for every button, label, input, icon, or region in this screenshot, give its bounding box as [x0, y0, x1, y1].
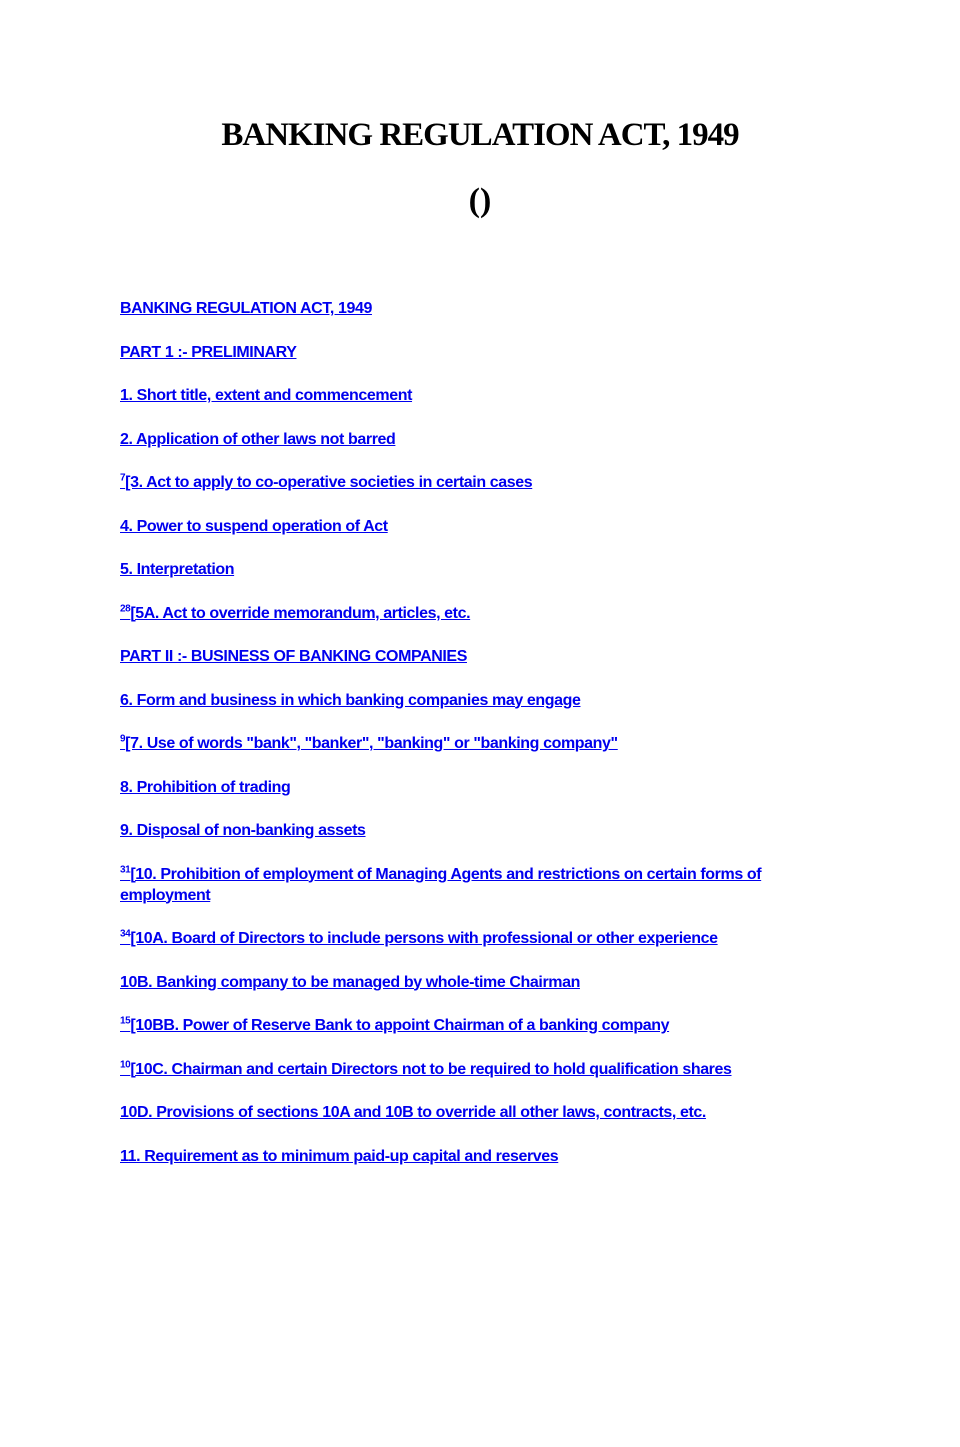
- toc-item: [120, 733, 850, 754]
- toc-link[interactable]: [120, 974, 580, 991]
- table-of-contents: [120, 298, 850, 1167]
- footnote-superscript: 9: [120, 733, 126, 745]
- toc-link-label: BANKING REGULATION ACT, 1949: [120, 300, 372, 317]
- toc-link[interactable]: [120, 779, 290, 796]
- toc-link[interactable]: [120, 344, 297, 361]
- toc-link-label: 5. Interpretation: [120, 561, 235, 578]
- toc-link[interactable]: [120, 1061, 732, 1078]
- toc-link[interactable]: [120, 605, 470, 622]
- toc-item: [120, 342, 850, 363]
- toc-item: [120, 385, 850, 406]
- toc-link[interactable]: [120, 387, 412, 404]
- toc-item: [120, 777, 850, 798]
- toc-link-label: 2. Application of other laws not barred: [120, 430, 396, 448]
- footnote-superscript: 7: [120, 472, 126, 484]
- toc-link-label: 9. Disposal of non-banking assets: [120, 822, 366, 839]
- footnote-superscript: 15: [120, 1015, 131, 1027]
- toc-link-label: [10. Prohibition of employment of Managing Agents and restrictions on certain forms of employment: [120, 865, 762, 904]
- toc-link-label: [10C. Chairman and certain Directors not to be required to hold qualification shares: [130, 1060, 732, 1078]
- toc-link-label: PART 1 :- PRELIMINARY: [120, 343, 297, 361]
- footnote-superscript: 34: [120, 928, 131, 940]
- toc-item: [120, 516, 850, 537]
- toc-item: [120, 646, 850, 667]
- toc-link-label: [10BB. Power of Reserve Bank to appoint Chairman of a banking company: [130, 1017, 670, 1034]
- toc-link[interactable]: [120, 561, 234, 578]
- toc-link[interactable]: [120, 474, 532, 491]
- footnote-superscript: 28: [120, 603, 131, 615]
- toc-link-label: [3. Act to apply to co-operative societies in certain cases: [125, 474, 533, 491]
- toc-link[interactable]: [120, 1104, 706, 1121]
- toc-item: [120, 820, 850, 841]
- toc-item: [120, 298, 850, 319]
- toc-link-label: [5A. Act to override memorandum, articles, etc.: [130, 604, 471, 622]
- toc-link-label: 6. Form and business in which banking companies may engage: [120, 691, 581, 709]
- toc-item: [120, 864, 850, 906]
- toc-link[interactable]: [120, 735, 618, 752]
- empty-parentheses-glyph: (): [468, 182, 492, 219]
- toc-link[interactable]: [120, 300, 372, 317]
- toc-link[interactable]: [120, 930, 718, 947]
- toc-link-label: PART II :- BUSINESS OF BANKING COMPANIES: [120, 648, 467, 665]
- toc-link-label: [7. Use of words "bank", "banker", "banking" or "banking company": [125, 735, 618, 752]
- toc-link[interactable]: [120, 648, 467, 665]
- footnote-superscript: 31: [120, 864, 131, 876]
- toc-item: [120, 429, 850, 450]
- toc-item: [120, 928, 850, 949]
- toc-link[interactable]: [120, 866, 761, 904]
- toc-item: [120, 1102, 850, 1123]
- toc-item: [120, 603, 850, 624]
- toc-item: [120, 690, 850, 711]
- toc-item: [120, 1059, 850, 1080]
- toc-item: [120, 472, 850, 493]
- toc-link-label: 1. Short title, extent and commencement: [120, 387, 413, 404]
- toc-link[interactable]: [120, 692, 580, 709]
- toc-link-label: [10A. Board of Directors to include persons with professional or other experience: [130, 930, 718, 947]
- toc-link[interactable]: [120, 822, 366, 839]
- toc-link-label: 11. Requirement as to minimum paid-up capital and reserves: [120, 1147, 559, 1165]
- toc-item: [120, 559, 850, 580]
- toc-link[interactable]: [120, 431, 395, 448]
- toc-item: [120, 972, 850, 993]
- page-title: BANKING REGULATION ACT, 1949: [221, 117, 739, 153]
- toc-link[interactable]: [120, 518, 388, 535]
- toc-link-label: 8. Prohibition of trading: [120, 778, 291, 796]
- toc-link[interactable]: [120, 1148, 558, 1165]
- toc-link-label: 4. Power to suspend operation of Act: [120, 517, 388, 535]
- toc-item: [120, 1146, 850, 1167]
- toc-link-label: 10B. Banking company to be managed by whole-time Chairman: [120, 973, 580, 991]
- toc-item: [120, 1015, 850, 1036]
- toc-link[interactable]: [120, 1017, 669, 1034]
- toc-link-label: 10D. Provisions of sections 10A and 10B to override all other laws, contracts, etc.: [120, 1104, 706, 1121]
- footnote-superscript: 10: [120, 1059, 131, 1071]
